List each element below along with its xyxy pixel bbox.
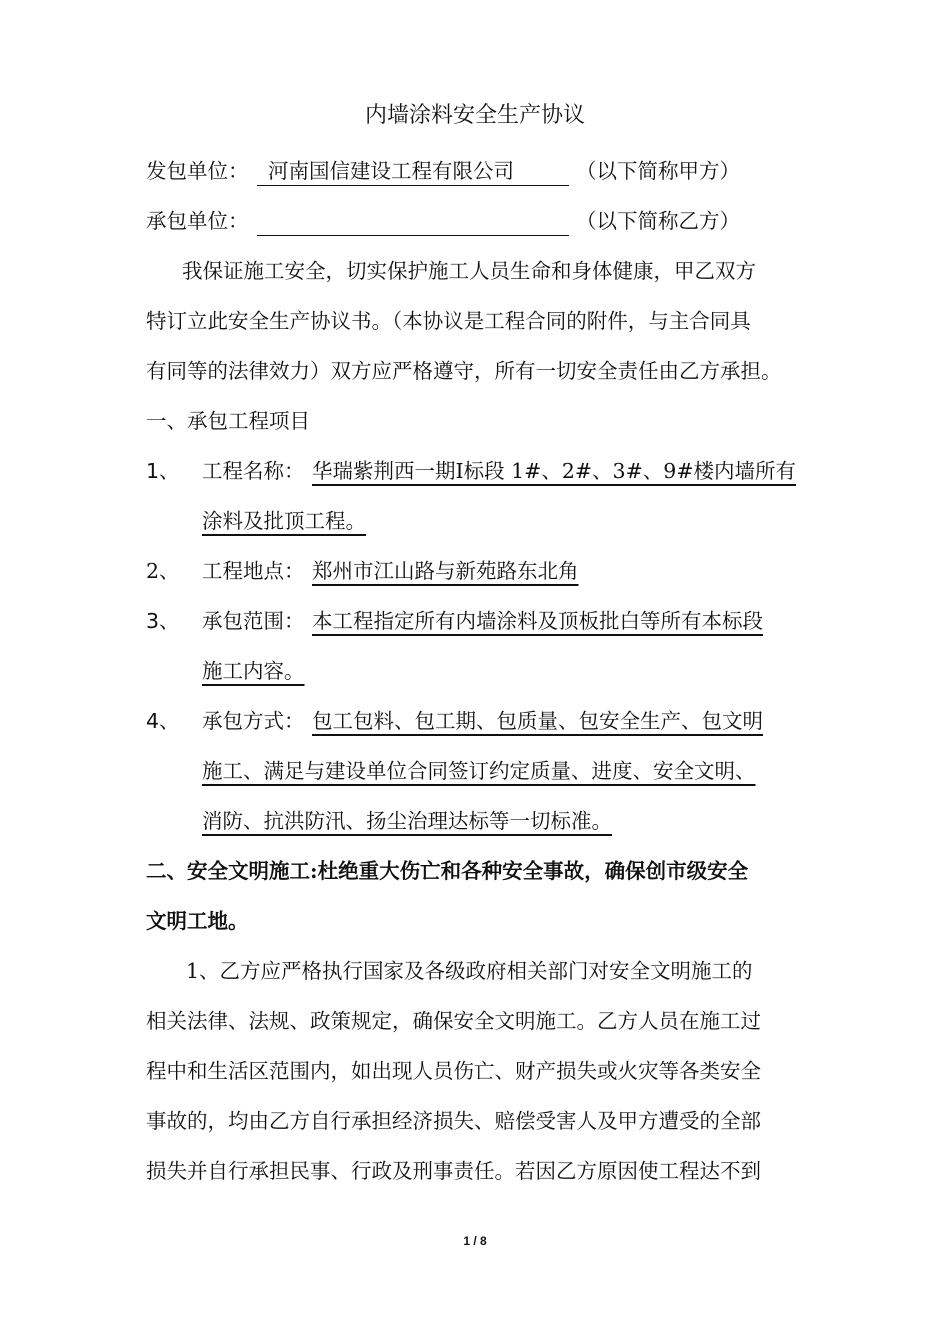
section2-heading-line-2: 文明工地。: [146, 909, 249, 933]
section2-para-line-3: 程中和生活区范围内，如出现人员伤亡、财产损失或火灾等各类安全: [146, 1059, 761, 1083]
item-2-number: 2、: [146, 559, 180, 583]
item-4-value-line-1: 包工包料、包工期、包质量、包安全生产、包文明: [312, 709, 763, 733]
party-a-label: 发包单位：: [146, 159, 249, 183]
page-number: 1 / 8: [463, 1234, 487, 1248]
party-b-value: [257, 209, 268, 233]
intro-line-2: 特订立此安全生产协议书。（本协议是工程合同的附件，与主合同具: [146, 309, 751, 333]
party-b-note: （以下简称乙方）: [576, 209, 740, 233]
item-2-label: 工程地点：: [202, 559, 305, 583]
document-title: 内墙涂料安全生产协议: [364, 103, 585, 128]
party-a-note: （以下简称甲方）: [576, 159, 740, 183]
section2-para-line-1: 1、乙方应严格执行国家及各级政府相关部门对安全文明施工的: [186, 959, 753, 983]
item-4-value-line-2: 施工、满足与建设单位合同签订约定质量、进度、安全文明、: [202, 759, 756, 783]
party-b-line: [257, 207, 569, 236]
item-1-number: 1、: [146, 459, 180, 483]
section1-heading: 一、承包工程项目: [146, 409, 310, 433]
party-a-value: 河南国信建设工程有限公司: [268, 159, 514, 183]
item-1-value-line-2: 涂料及批顶工程。: [202, 509, 366, 533]
item-3-label: 承包范围：: [202, 609, 305, 633]
item-3-value-line-1: 本工程指定所有内墙涂料及顶板批白等所有本标段: [312, 609, 763, 633]
item-1-value-line-1: 华瑞紫荆西一期Ⅰ标段 1#、2#、3#、9#楼内墙所有: [312, 459, 796, 483]
party-b-label: 承包单位：: [146, 209, 249, 233]
item-1-label: 工程名称：: [202, 459, 305, 483]
item-2-value-line-1: 郑州市江山路与新苑路东北角: [312, 559, 579, 583]
section2-para-line-4: 事故的，均由乙方自行承担经济损失、赔偿受害人及甲方遭受的全部: [146, 1109, 761, 1133]
item-3-value-line-2: 施工内容。: [202, 659, 305, 683]
item-3-number: 3、: [146, 609, 180, 633]
section2-para-line-2: 相关法律、法规、政策规定，确保安全文明施工。乙方人员在施工过: [146, 1009, 761, 1033]
section2-heading-line-1: 二、安全文明施工:杜绝重大伤亡和各种安全事故，确保创市级安全: [146, 859, 749, 883]
item-4-value-line-3: 消防、抗洪防汛、扬尘治理达标等一切标准。: [202, 809, 612, 833]
intro-line-3: 有同等的法律效力）双方应严格遵守，所有一切安全责任由乙方承担。: [146, 359, 782, 383]
section2-para-line-5: 损失并自行承担民事、行政及刑事责任。若因乙方原因使工程达不到: [146, 1159, 761, 1183]
party-a-line: [257, 157, 569, 186]
intro-line-1: 我保证施工安全，切实保护施工人员生命和身体健康，甲乙双方: [182, 259, 756, 283]
item-4-label: 承包方式：: [202, 709, 305, 733]
item-4-number: 4、: [146, 709, 180, 733]
